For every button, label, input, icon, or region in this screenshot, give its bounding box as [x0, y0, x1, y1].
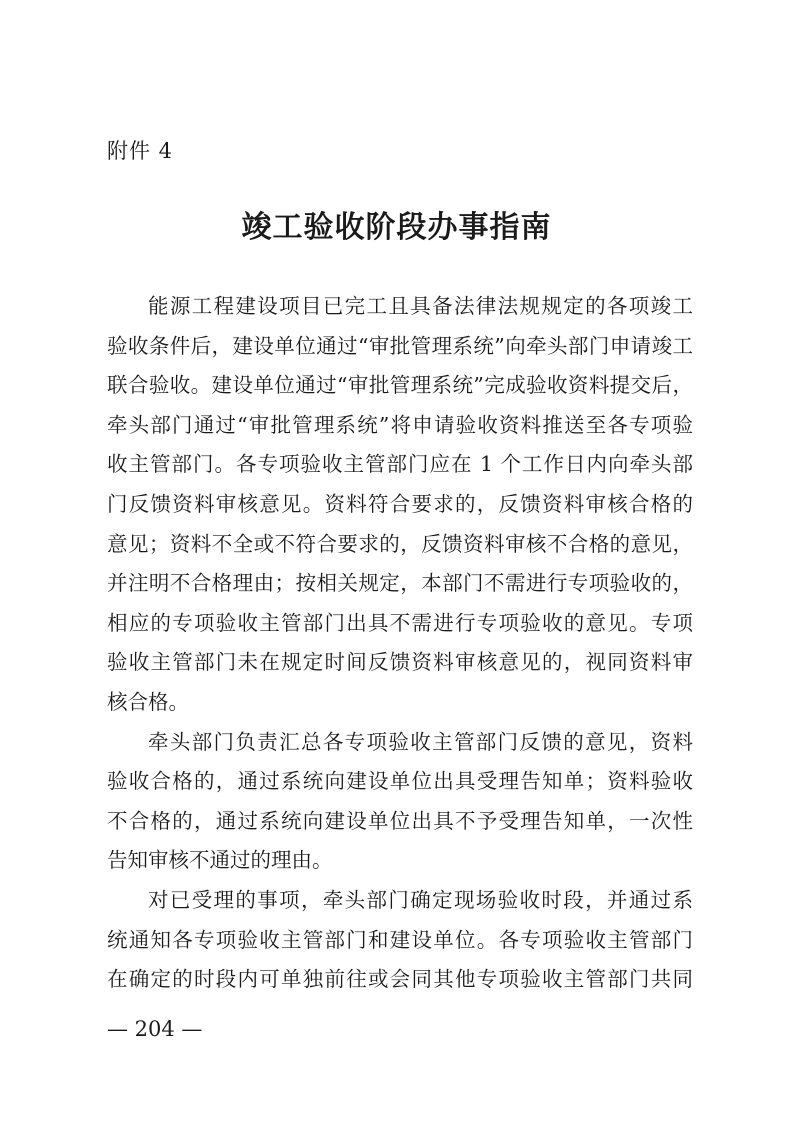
body-text [107, 287, 693, 1000]
paragraph-line: 相应的专项验收主管部门出具不需进行专项验收的意见。专项 [107, 610, 693, 635]
paragraph-line: 验收主管部门未在规定时间反馈资料审核意见的，视同资料审 [107, 650, 693, 675]
paragraph-line: 在确定的时段内可单独前往或会同其他专项验收主管部门共同 [107, 967, 693, 992]
paragraph-line: 联合验收。建设单位通过“审批管理系统”完成验收资料提交后， [107, 373, 693, 398]
paragraph-line: 牵头部门负责汇总各专项验收主管部门反馈的意见，资料 [148, 729, 693, 754]
paragraph-line: 核合格。 [107, 689, 189, 714]
paragraph-line: 意见；资料不全或不符合要求的，反馈资料审核不合格的意见， [107, 531, 693, 556]
document-title: 竣工验收阶段办事指南 [241, 210, 552, 245]
paragraph-line: 统通知各专项验收主管部门和建设单位。各专项验收主管部门 [107, 927, 693, 952]
paragraph-line: 对已受理的事项，牵头部门确定现场验收时段，并通过系 [148, 887, 693, 912]
paragraph-line: 验收合格的，通过系统向建设单位出具受理告知单；资料验收 [107, 769, 693, 794]
paragraph-line: 收主管部门。各专项验收主管部门应在 1 个工作日内向牵头部 [107, 452, 693, 477]
paragraph-1 [107, 287, 693, 723]
paragraph-2 [107, 723, 693, 881]
attachment-label: 附件 4 [107, 139, 174, 163]
paragraph-line: 不合格的，通过系统向建设单位出具不予受理告知单，一次性 [107, 808, 693, 833]
paragraph-line: 门反馈资料审核意见。资料符合要求的，反馈资料审核合格的 [107, 491, 693, 516]
paragraph-3 [107, 881, 693, 1000]
paragraph-line: 并注明不合格理由；按相关规定，本部门不需进行专项验收的， [107, 571, 693, 596]
paragraph-line: 牵头部门通过“审批管理系统”将申请验收资料推送至各专项验 [107, 412, 693, 437]
paragraph-line: 告知审核不通过的理由。 [107, 848, 333, 873]
page-number: — 204 — [107, 1017, 203, 1041]
paragraph-line: 能源工程建设项目已完工且具备法律法规规定的各项竣工 [148, 294, 693, 318]
paragraph-line: 验收条件后，建设单位通过“审批管理系统”向牵头部门申请竣工 [107, 333, 693, 358]
